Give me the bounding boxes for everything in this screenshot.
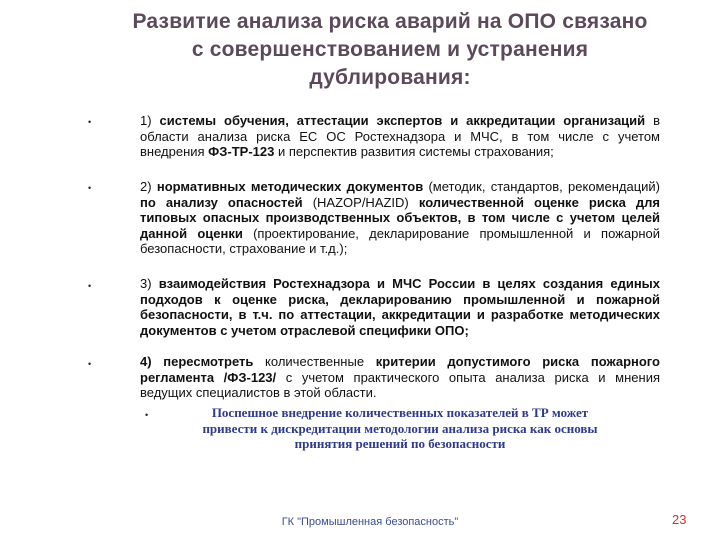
list-item-3 — [140, 276, 660, 338]
item-2-bold-text-3: количественной оценке риска для типовых опасных производственных объектов, в том числе с учетом целей данной оценки — [140, 194, 660, 241]
title-line-2: с совершенствованием и устранения — [191, 38, 589, 61]
item-1-text: в области анализа риска ЕС ОС Ростехнадзора и МЧС, в том числе с учетом внедрения — [140, 113, 661, 160]
item-4-text: количественные — [253, 354, 376, 369]
note-line-3: принятия решений по безопасности — [294, 436, 506, 451]
item-3-bold-text: взаимодействия Ростехнадзора и МЧС России в целях создания единых подходов к оценке риска, декларированию промышленной и пожарной безопасности, в т.ч. по аттестации, аккредитации и разработке методических документов с учетом отраслевой специфики ОПО; — [140, 276, 661, 338]
slide-footer: ГК "Промышленная безопасность" — [281, 516, 459, 528]
item-1-bold-text: системы обучения, аттестации экспертов и аккредитации организаций — [159, 113, 646, 128]
list-item-1 — [140, 113, 660, 160]
title-line-1: Развитие анализа риска аварий на ОПО связано — [132, 10, 648, 33]
bullet-icon: • — [88, 183, 92, 193]
item-1-number: 1) — [140, 113, 160, 128]
item-4-bold-lead: 4) пересмотреть — [140, 354, 254, 369]
item-4-bold-text: критерии допустимого риска пожарного регламента /ФЗ-123/ — [140, 354, 660, 385]
item-4-text-end: с учетом практического опыта анализа риска и мнения ведущих специалистов в этой области. — [140, 369, 660, 401]
item-1-text-end: и перспектив развития системы страхования; — [274, 144, 554, 160]
title-line-3: дублирования: — [309, 66, 471, 89]
item-2-bold-text: нормативных методических документов — [156, 179, 424, 194]
item-2-text: (методик, стандартов, рекомендаций) — [423, 179, 661, 194]
note-line-1: Поспешное внедрение количественных показателей в ТР может — [211, 405, 589, 420]
page-number: 23 — [672, 512, 687, 527]
item-2-text-end: (проектирование, декларирование промышленной и пожарной безопасности, страхование и т.д.); — [140, 225, 660, 257]
bullet-icon: • — [88, 359, 92, 369]
note-line-2: привести к дискредитации методологии анализа риска как основы — [202, 420, 598, 436]
bullet-icon: • — [88, 281, 92, 291]
conclusion-note — [150, 405, 650, 452]
item-2-bold-text-2: по анализу опасностей — [140, 194, 303, 210]
item-2-text-2: (HAZOP/HAZID) — [302, 194, 419, 210]
slide-title — [100, 8, 680, 92]
list-item-2 — [140, 179, 660, 257]
item-3-number: 3) — [140, 276, 159, 291]
sub-bullet-icon: • — [145, 410, 149, 420]
list-item-4 — [140, 354, 660, 401]
item-1-bold-law: ФЗ-ТР-123 — [208, 144, 275, 160]
item-2-number: 2) — [140, 179, 157, 194]
bullet-icon: • — [88, 117, 92, 127]
